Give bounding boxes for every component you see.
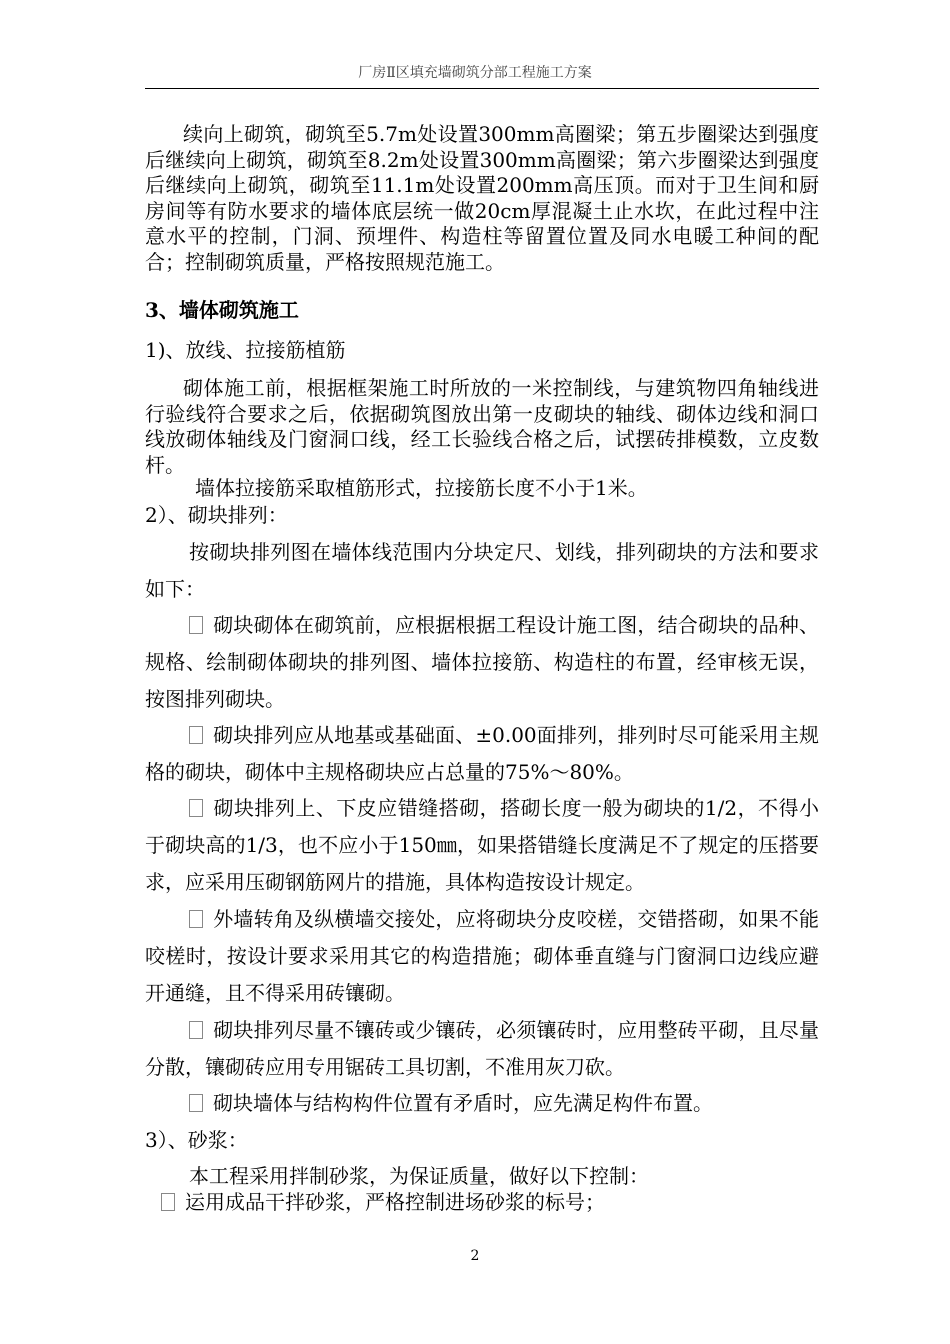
intro-paragraph: 续向上砌筑，砌筑至5.7m处设置300mm高圈梁；第五步圈梁达到强度后继续向上砌筑，砌筑至8.2m处设置300mm高圈梁；第六步圈梁达到强度后继续向上砌筑，砌筑至11.1m处设置200mm高压顶。而对于卫生间和厨房间等有防水要求的墙体底层统一做20cm厚混凝土止水坎，在此过程中注意水平的控制，门洞、预埋件、构造柱等留置位置及同水电暖工种间的配合；控制砌筑质量，严格按照规范施工。 bbox=[145, 122, 819, 274]
list-item: 运用成品干拌砂浆，严格控制进场砂浆的标号； bbox=[145, 1190, 819, 1216]
page-header: 厂房Ⅱ区填充墙砌筑分部工程施工方案 bbox=[358, 65, 592, 81]
page-number: 2 bbox=[470, 1248, 480, 1264]
list-item: 砌块砌体在砌筑前，应根据根据工程设计施工图，结合砌块的品种、规格、绘制砌体砌块的排列图、墙体拉接筋、构造柱的布置，经审核无误，按图排列砌块。 bbox=[145, 613, 819, 711]
paragraph-layout-lines: 砌体施工前，根据框架施工时所放的一米控制线，与建筑物四角轴线进行验线符合要求之后，依据砌筑图放出第一皮砌块的轴线、砌体边线和洞口线放砌体轴线及门窗洞口线，经工长验线合格之后，试摆砖排模数，立皮数杆。 bbox=[145, 376, 819, 477]
subsection-heading-2: 2）、砌块排列： bbox=[145, 503, 288, 527]
bullet-marker-icon bbox=[189, 1094, 203, 1112]
bullet-marker-icon bbox=[189, 910, 203, 928]
section-heading: 3、墙体砌筑施工 bbox=[145, 298, 299, 322]
paragraph-mortar: 本工程采用拌制砂浆，为保证质量，做好以下控制： bbox=[189, 1164, 649, 1188]
header-rule bbox=[145, 88, 819, 89]
subsection-heading-3: 3）、砂浆： bbox=[145, 1128, 248, 1152]
paragraph-block-arrangement: 按砌块排列图在墙体线范围内分块定尺、划线，排列砌块的方法和要求如下： bbox=[145, 540, 819, 601]
list-item: 砌块排列上、下皮应错缝搭砌，搭砌长度一般为砌块的1/2，不得小于砌块高的1/3，也不应小于150㎜，如果搭错缝长度满足不了规定的压搭要求，应采用压砌钢筋网片的措施，具体构造按设计规定。 bbox=[145, 796, 819, 894]
subsection-heading-1: 1)、放线、拉接筋植筋 bbox=[145, 338, 346, 362]
list-item: 砌块排列应从地基或基础面、±0.00面排列，排列时尽可能采用主规格的砌块，砌体中主规格砌块应占总量的75%～80%。 bbox=[145, 723, 819, 784]
bullet-marker-icon bbox=[189, 616, 203, 634]
paragraph-tie-bars: 墙体拉接筋采取植筋形式，拉接筋长度不小于1米。 bbox=[195, 476, 648, 500]
list-item: 砌块排列尽量不镶砖或少镶砖，必须镶砖时，应用整砖平砌，且尽量分散，镶砌砖应用专用锯砖工具切割，不准用灰刀砍。 bbox=[145, 1018, 819, 1079]
bullet-marker-icon bbox=[189, 726, 203, 744]
bullet-marker-icon bbox=[189, 1021, 203, 1039]
list-item: 砌块墙体与结构构件位置有矛盾时，应先满足构件布置。 bbox=[145, 1085, 819, 1122]
bullet-marker-icon bbox=[189, 799, 203, 817]
list-item: 外墙转角及纵横墙交接处，应将砌块分皮咬槎，交错搭砌，如果不能咬槎时，按设计要求采用其它的构造措施；砌体垂直缝与门窗洞口边线应避开通缝，且不得采用砖镶砌。 bbox=[145, 907, 819, 1005]
bullet-marker-icon bbox=[161, 1193, 175, 1211]
